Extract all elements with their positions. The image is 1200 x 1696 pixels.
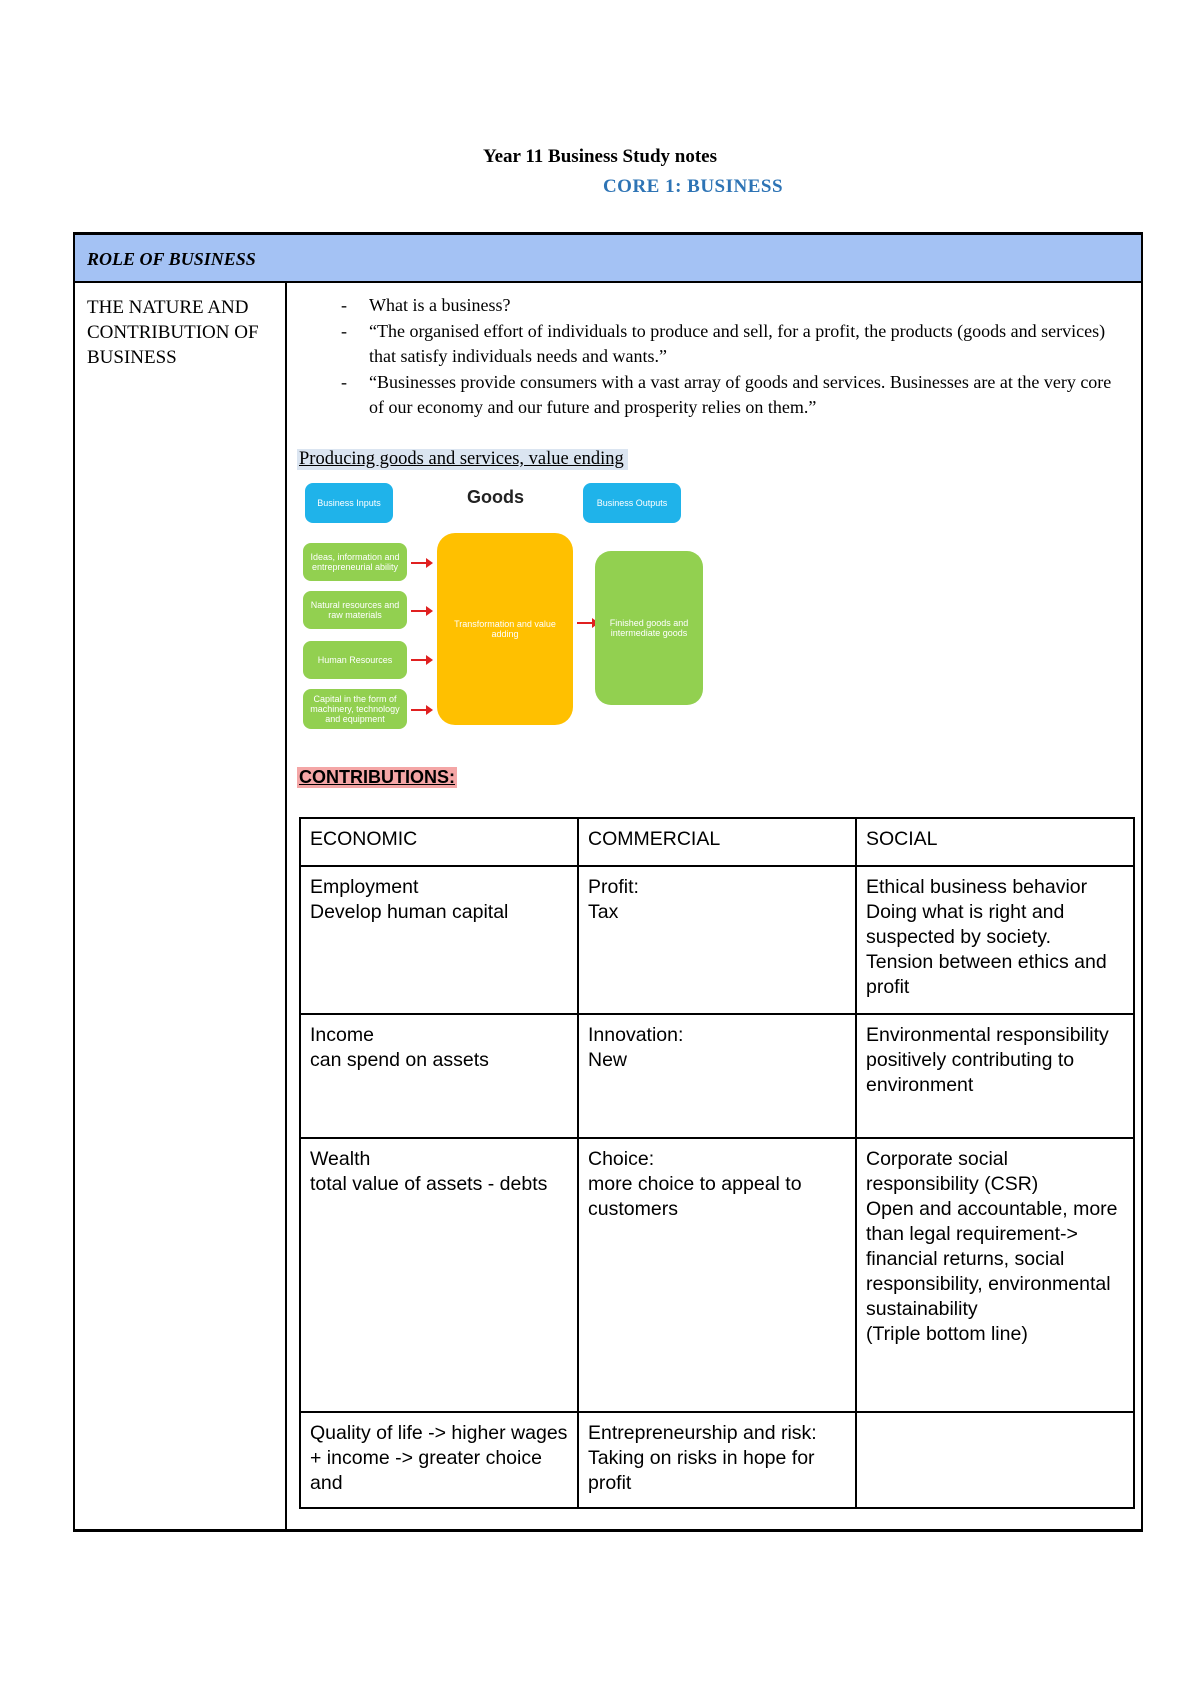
table-row xyxy=(300,1014,1134,1138)
table-cell: Profit: Tax xyxy=(578,866,856,1014)
table-cell: Ethical business behavior Doing what is right and suspected by society. Tension between ethics and profit xyxy=(856,866,1134,1014)
table-cell: Corporate social responsibility (CSR) Open and accountable, more than legal requirement-> financial returns, social responsibility, environmental sustainability (Triple bottom line) xyxy=(856,1138,1134,1412)
list-item: - “The organised effort of individuals to produce and sell, for a profit, the products (goods and services) that satisfy individuals needs and wants.” xyxy=(341,320,1106,366)
input-box: Human Resources xyxy=(303,641,407,679)
contributions-table xyxy=(299,817,1135,1509)
input-box: Natural resources and raw materials xyxy=(303,591,407,629)
arrow-icon xyxy=(411,659,431,661)
notes-table xyxy=(73,232,1143,1532)
table-cell: Innovation: New xyxy=(578,1014,856,1138)
table-row xyxy=(300,1412,1134,1508)
arrow-icon xyxy=(411,709,431,711)
list-item: - “Businesses provide consumers with a vast array of goods and services. Businesses are at the very core of our economy and our future and prosperity relies on them.” xyxy=(341,371,1112,417)
producing-heading: Producing goods and services, value ending xyxy=(297,449,628,470)
table-row xyxy=(300,866,1134,1014)
diagram-title: Goods xyxy=(467,487,524,507)
output-box: Finished goods and intermediate goods xyxy=(595,551,703,705)
column-header: ECONOMIC xyxy=(300,818,578,866)
outputs-header-box: Business Outputs xyxy=(583,483,681,523)
doc-subtitle: CORE 1: BUSINESS xyxy=(602,176,784,197)
table-cell: Income can spend on assets xyxy=(300,1014,578,1138)
table-cell: Entrepreneurship and risk: Taking on risks in hope for profit xyxy=(578,1412,856,1508)
input-box: Ideas, information and entrepreneurial ability xyxy=(303,543,407,581)
table-row xyxy=(300,1138,1134,1412)
topic-label: THE NATURE AND CONTRIBUTION OF BUSINESS xyxy=(87,297,259,368)
definition-list xyxy=(297,293,1127,421)
table-cell: Environmental responsibility positively contributing to environment xyxy=(856,1014,1134,1138)
arrow-icon xyxy=(411,610,431,612)
doc-title: Year 11 Business Study notes xyxy=(482,146,718,167)
process-box: Transformation and value adding xyxy=(437,533,573,725)
column-header: COMMERCIAL xyxy=(578,818,856,866)
value-adding-diagram xyxy=(297,475,725,745)
inputs-header-box: Business Inputs xyxy=(305,483,393,523)
table-header-row xyxy=(300,818,1134,866)
table-cell xyxy=(856,1412,1134,1508)
input-box: Capital in the form of machinery, technology and equipment xyxy=(303,689,407,729)
section-heading: ROLE OF BUSINESS xyxy=(87,249,256,269)
arrow-icon xyxy=(577,622,597,624)
contributions-heading: CONTRIBUTIONS: xyxy=(299,767,455,787)
table-cell: Quality of life -> higher wages + income -> greater choice and xyxy=(300,1412,578,1508)
table-cell: Wealth total value of assets - debts xyxy=(300,1138,578,1412)
arrow-icon xyxy=(411,562,431,564)
column-header: SOCIAL xyxy=(856,818,1134,866)
table-cell: Choice: more choice to appeal to customers xyxy=(578,1138,856,1412)
list-item: - What is a business? xyxy=(341,295,511,315)
table-cell: Employment Develop human capital xyxy=(300,866,578,1014)
column-divider xyxy=(285,283,287,1529)
section-header xyxy=(75,235,1141,283)
